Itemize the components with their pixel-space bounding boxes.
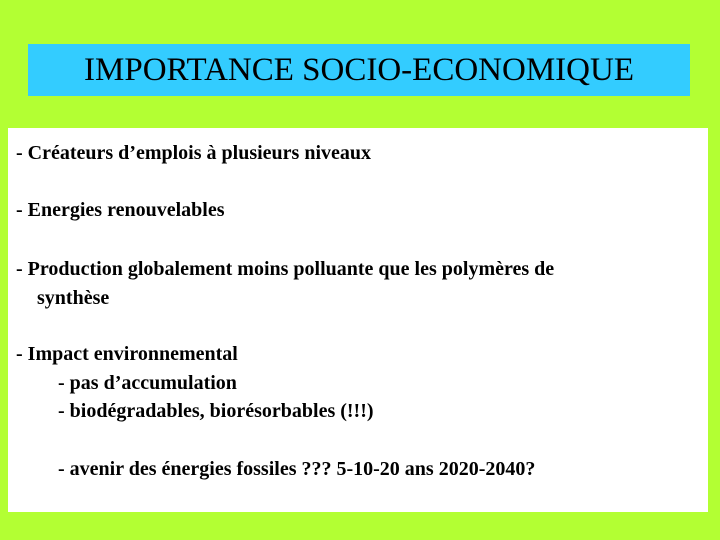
slide-content-box [8,128,708,512]
bullet-createurs-emplois: - Créateurs d’emplois à plusieurs niveaux [16,142,371,164]
sub-bullet-biodegradables: - biodégradables, biorésorbables (!!!) [58,400,374,422]
bullet-production-polluante: - Production globalement moins polluante que les polymères de [16,258,555,280]
bullet-production-polluante-continuation: synthèse [37,287,110,309]
sub-bullet-accumulation: - pas d’accumulation [58,372,237,394]
bullet-impact-environnemental: - Impact environnemental [16,343,238,365]
slide-title-box [28,44,690,96]
bullet-energies-renouvelables: - Energies renouvelables [16,199,225,221]
sub-bullet-energies-fossiles: - avenir des énergies fossiles ??? 5-10-20 ans 2020-2040? [58,458,536,480]
slide-title: IMPORTANCE SOCIO-ECONOMIQUE [84,51,634,88]
